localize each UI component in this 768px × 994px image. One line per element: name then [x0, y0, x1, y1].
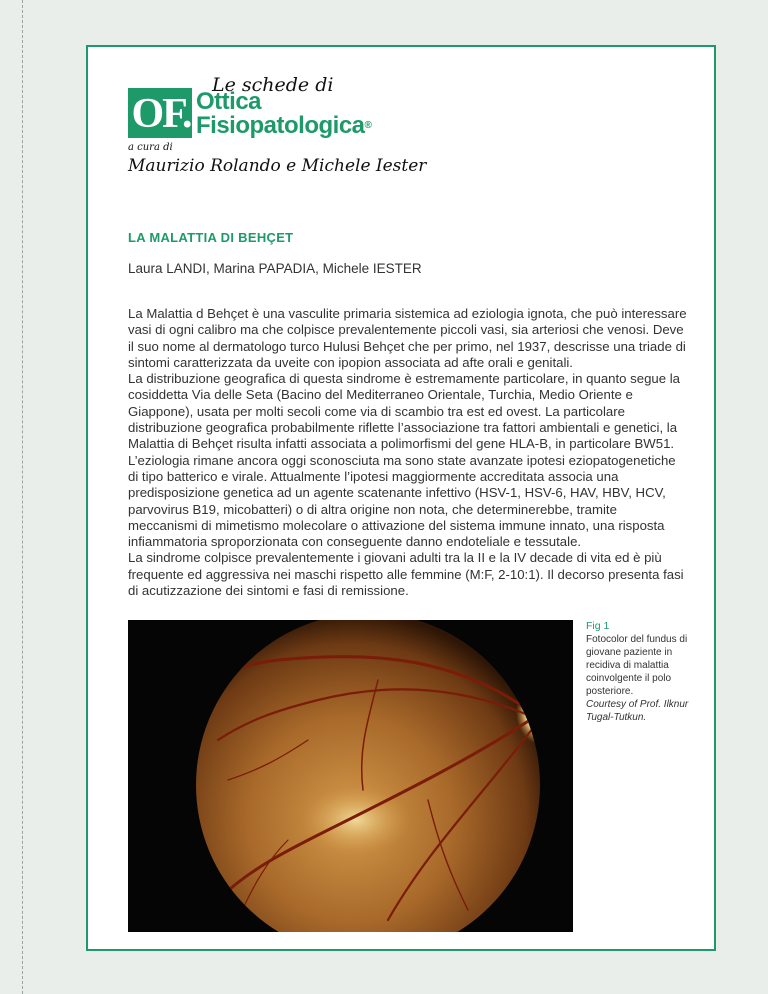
cut-line	[22, 0, 23, 994]
fundus-photo	[128, 620, 573, 932]
article-title: LA MALATTIA DI BEHÇET	[128, 230, 294, 245]
paragraph-1: La Malattia d Behçet è una vasculite primaria sistemica ad eziologia ignota, che può interessare vasi di ogni calibro ma che colpisce prevalentemente piccoli vasi, sia arteriosi che venosi. Deve il suo nome al dermatologo turco Hulusi Behçet che per primo, nel 1937, descrisse una triade di sintomi caratterizzata da uveite con ipopion associata ad afte orali e genitali.	[128, 306, 687, 370]
article-body	[128, 306, 688, 599]
brand-line-2	[196, 114, 371, 138]
figure-caption-text: Fotocolor del fundus di giovane paziente in recidiva di malattia coinvolgente il polo posteriore.	[586, 634, 688, 697]
figure-caption	[586, 620, 696, 724]
logo-schede-text: Le schede di	[212, 74, 334, 96]
of-mark: OF.	[131, 91, 191, 137]
fundus-image	[128, 620, 573, 932]
brand-line-1: Ottica	[196, 88, 262, 115]
figure-credit: Courtesy of Prof. Ilknur Tugal-Tutkun.	[586, 699, 689, 723]
curators-names: Maurizio Rolando e Michele Iester	[128, 156, 427, 176]
article-authors: Laura LANDI, Marina PAPADIA, Michele IESTER	[128, 261, 422, 276]
paragraph-3: La sindrome colpisce prevalentemente i giovani adulti tra la II e la IV decade di vita ed è più frequente ed aggressiva nei maschi rispetto alle femmine (M:F, 2-10:1). Il decorso presenta fasi di acutizzazione dei sintomi e fasi di remissione.	[128, 550, 684, 599]
brand-line-2-text: Fisiopatologica	[196, 112, 365, 139]
registered-mark: ®	[364, 120, 372, 131]
figure-label: Fig 1	[586, 620, 610, 632]
magazine-logo	[128, 72, 427, 180]
a-cura-di-text: a cura di	[128, 142, 173, 153]
paragraph-2: La distribuzione geografica di questa sindrome è estremamente particolare, in quanto segue la cosiddetta Via delle Seta (Bacino del Mediterraneo Orientale, Turchia, Medio Oriente e Giappone), usata per molti secoli come via di scambio tra est ed ovest. La particolare distribuzione geografica probabilmente riflette l’associazione tra fattori ambientali e genetici, la Malattia di Behçet risulta infatti associata a polimorfismi del gene HLA-B, in particolare BW51. L’eziologia rimane ancora oggi sconosciuta ma sono state avanzate ipotesi eziopatogenetiche di tipo batterico e virale. Attualmente l’ipotesi maggiormente accreditata associa una predisposizione genetica ad un agente scatenante infettivo (HSV-1, HSV-6, HAV, HBV, HCV, parvovirus B19, micobatteri) o di altra origine non nota, che determinerebbe, tramite meccanismi di mimetismo molecolare o attivazione del sistema immune innato, una risposta infiammatoria sproporzionata con conseguente danno endoteliale e tessutale.	[128, 371, 681, 550]
